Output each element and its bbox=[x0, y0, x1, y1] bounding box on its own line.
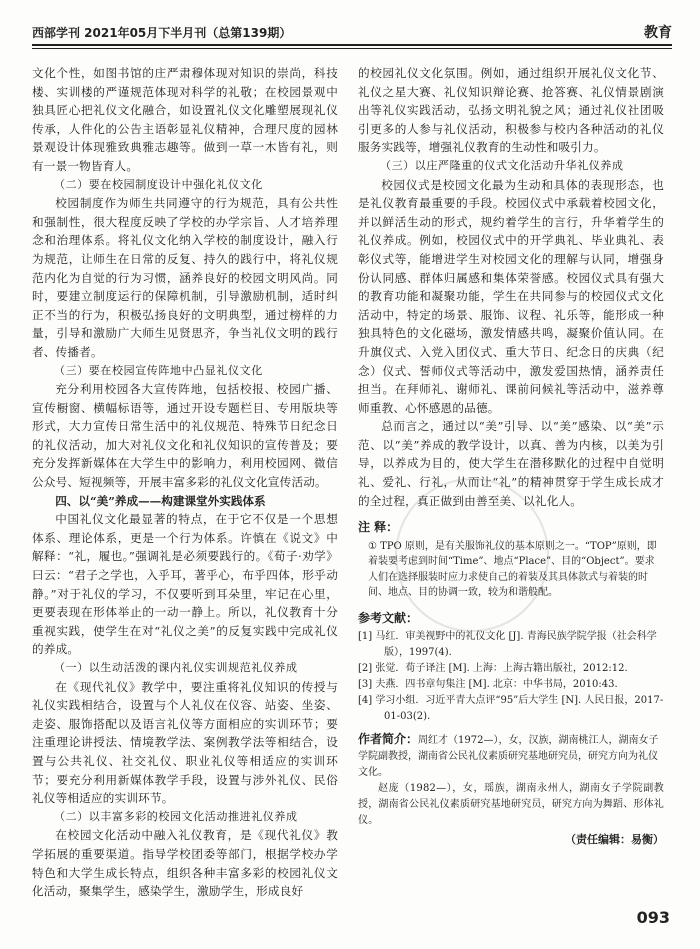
subheading: （一）以生动活泼的课内礼仪实训规范礼仪养成 bbox=[54, 661, 298, 674]
responsible-editor: （责任编辑：易衡） bbox=[565, 833, 664, 847]
right-column bbox=[358, 64, 664, 850]
subheading: （三）以庄严隆重的仪式文化活动升华礼仪养成 bbox=[380, 158, 624, 172]
section-label: 教育 bbox=[644, 25, 672, 41]
header-rule bbox=[32, 44, 672, 46]
paragraph: 中国礼仪文化最显著的特点，在于它不仅是一个思想体系、理论体系，更是一个行为体系。许慎在《说文》中解释：“礼，履也。”强调礼是必须要践行的。《荀子·劝学》曰云：“君子之学也，入乎耳，著乎心，布乎四体，形乎动静。”对于礼仪的学习，不仅要听到耳朵里，牢记在心里，更要表现在形体举止的一动一静上。所以，礼仪教育十分重视实践，使学生在对“礼仪之美”的反复实践中完成礼仪的养成。 bbox=[32, 512, 338, 657]
paragraph: 文化个性，如图书馆的庄严肃穆体现对知识的崇尚，科技楼、实训楼的严谨规范体现对科学的礼敬；在校园景观中独具匠心把礼仪文化融合，如设置礼仪文化雕塑展现礼仪传承，人件化的公告主语彰显礼仪精神，合理尺度的园林景观设计体现雅致典雅志趣等。做到一草一木皆有礼，则有一景一物皆育人。 bbox=[32, 66, 338, 173]
reference-item: [1] 马红．审美视野中的礼仪文化 [J]. 青海民族学院学报（社会科学版），1997(4). bbox=[358, 631, 657, 659]
left-column bbox=[32, 64, 338, 901]
paragraph: 在《现代礼仪》教学中，要注重将礼仪知识的传授与礼仪实践相结合，设置与个人礼仪在仪容、站姿、坐姿、走姿、服饰搭配以及语言礼仪等方面相应的实训环节；要注重理论讲授法、情境教学法、案例教学法等相结合，设置与公共礼仪、社交礼仪、职业礼仪等相适应的实训环节；要充分利用新媒体教学手段，设置与涉外礼仪、民俗礼仪等相适应的实训环节。 bbox=[32, 679, 338, 806]
page-number: 093 bbox=[636, 908, 670, 927]
author-block bbox=[358, 731, 664, 829]
paragraph: 校园制度作为师生共同遵守的行为规范，具有公共性和强制性，很大程度反映了学校的办学宗旨、人才培养理念和治理体系。将礼仪文化纳入学校的制度设计，融入行为规范，让师生在日常的反复、持久的践行中，将礼仪规范内化为自觉的行为习惯，涵养良好的校园文明风尚。同时，要建立制度运行的保障机制，引导激励机制，适时纠正不当的行为，积极弘扬良好的文明典型，通过榜样的力量，引导和激励广大师生见贤思齐，争当礼仪文明的践行者、传播者。 bbox=[32, 196, 338, 359]
reference-item: [2] 张觉．荀子译注 [M]. 上海：上海古籍出版社，2012:12. bbox=[358, 663, 628, 675]
paragraph: 的校园礼仪文化氛围。例如，通过组织开展礼仪文化节、礼仪之星大赛、礼仪知识辩论赛、抢答赛、礼仪情景剧演出等礼仪实践活动，弘扬文明礼貌之风；通过礼仪社团吸引更多的人参与礼仪活动，积极参与校内各种活动的礼仪服务实践等，增强礼仪教育的生动性和吸引力。 bbox=[358, 66, 664, 155]
subheading: （二）要在校园制度设计中强化礼仪文化 bbox=[54, 177, 263, 191]
paragraph: 充分利用校园各大宣传阵地，包括校报、校园广播、宣传橱窗、横幅标语等，通过开设专题栏目、专用版块等形式，大力宣传日常生活中的礼仪规范、特殊节日纪念日的礼仪活动，加大对礼仪文化和礼仪知识的宣传普及；要充分发挥新媒体在大学生中的影响力，利用校园网、微信公众号、短视频等，开展丰富多彩的礼仪文化宣传活动。 bbox=[32, 382, 338, 490]
subheading: （三）要在校园宣传阵地中凸显礼仪文化 bbox=[54, 363, 263, 377]
page-header bbox=[32, 20, 672, 46]
subheading: （二）以丰富多彩的校园文化活动推进礼仪养成 bbox=[54, 809, 298, 823]
journal-title: 西部学刊 2021年05月下半月刊（总第139期） bbox=[32, 26, 292, 40]
references-heading: 参考文献： bbox=[358, 610, 419, 625]
author-heading: 作者简介： bbox=[358, 732, 419, 747]
header-rule-thin bbox=[32, 48, 672, 49]
paragraph: 总而言之，通过以“美”引导、以“美”感染、以“美”示范、以“美”养成的教学设计，以真、善为内核，以美为引导，以养成为目的，使大学生在潜移默化的过程中自觉明礼、爱礼、行礼，从而让“礼”的精神贯穿于学生成长成才的全过程，真正做到由善至美、以礼化人。 bbox=[358, 419, 664, 508]
section-heading: 四、以“美”养成——构建课堂外实践体系 bbox=[55, 493, 266, 508]
paragraph: 校园仪式是校园文化最为生动和具体的表现形态，也是礼仪教育最重要的手段。校园仪式中承载着校园文化，并以鲜活生动的形式，规约着学生的言行，升华着学生的礼仪养成。例如，校园仪式中的开学典礼、毕业典礼、表彰仪式等，能增进学生对校园文化的理解与认同，增强身份认同感、群体归属感和集体荣誉感。校园仪式具有强大的教育功能和凝聚功能，学生在共同参与的校园仪式文化活动中，特定的场景、服饰、议程、礼乐等，能形成一种独具特色的文化磁场，激发情感共鸣，凝聚价值认同。在升旗仪式、入党入团仪式、重大节日、纪念日的庆典（纪念）仪式、誓师仪式等活动中，激发爱国热情，涵养责任担当。在拜师礼、谢师礼、课前问候礼等活动中，滋养尊师重教、心怀感恩的品德。 bbox=[358, 177, 664, 415]
author-bio: 周红才（1972—），女，汉族，湖南桃江人，湖南女子学院副教授，湖南省公民礼仪素质研究基地研究员，研究方向为礼仪文化。 bbox=[358, 735, 659, 779]
author-bio-2: 赵庞（1982—），女，瑶族，湖南永州人，湖南女子学院副教授，湖南省公民礼仪素质研究基地研究员，研究方向为舞蹈、形体礼仪。 bbox=[358, 783, 664, 827]
note-item: ① TPO 原则，是有关服饰礼仪的基本原则之一。“TOP”原则，即着装要考虑到时间“Time”、地点“Place”、目的“Object”。要求人们在选择服装时应力求使自己的着装及其具体款式与着装的时间、地点、目的协调一致，较为和谐般配。 bbox=[368, 540, 657, 599]
reference-item: [3] 夫燕．四书章句集注 [M]. 北京：中华书局，2010:43. bbox=[358, 679, 618, 691]
paragraph: 在校园文化活动中融入礼仪教育，是《现代礼仪》教学拓展的重要渠道。指导学校团委等部门，根据学校办学特色和大学生成长特点，组织各种丰富多彩的校园礼仪文化活动，聚集学生，感染学生，激励学生，形成良好 bbox=[32, 828, 338, 899]
reference-item: [4] 学习小组．习近平青大点评“95”后大学生 [N]. 人民日报，2017-01-03(2). bbox=[358, 695, 664, 723]
notes-heading: 注 释： bbox=[358, 520, 399, 535]
